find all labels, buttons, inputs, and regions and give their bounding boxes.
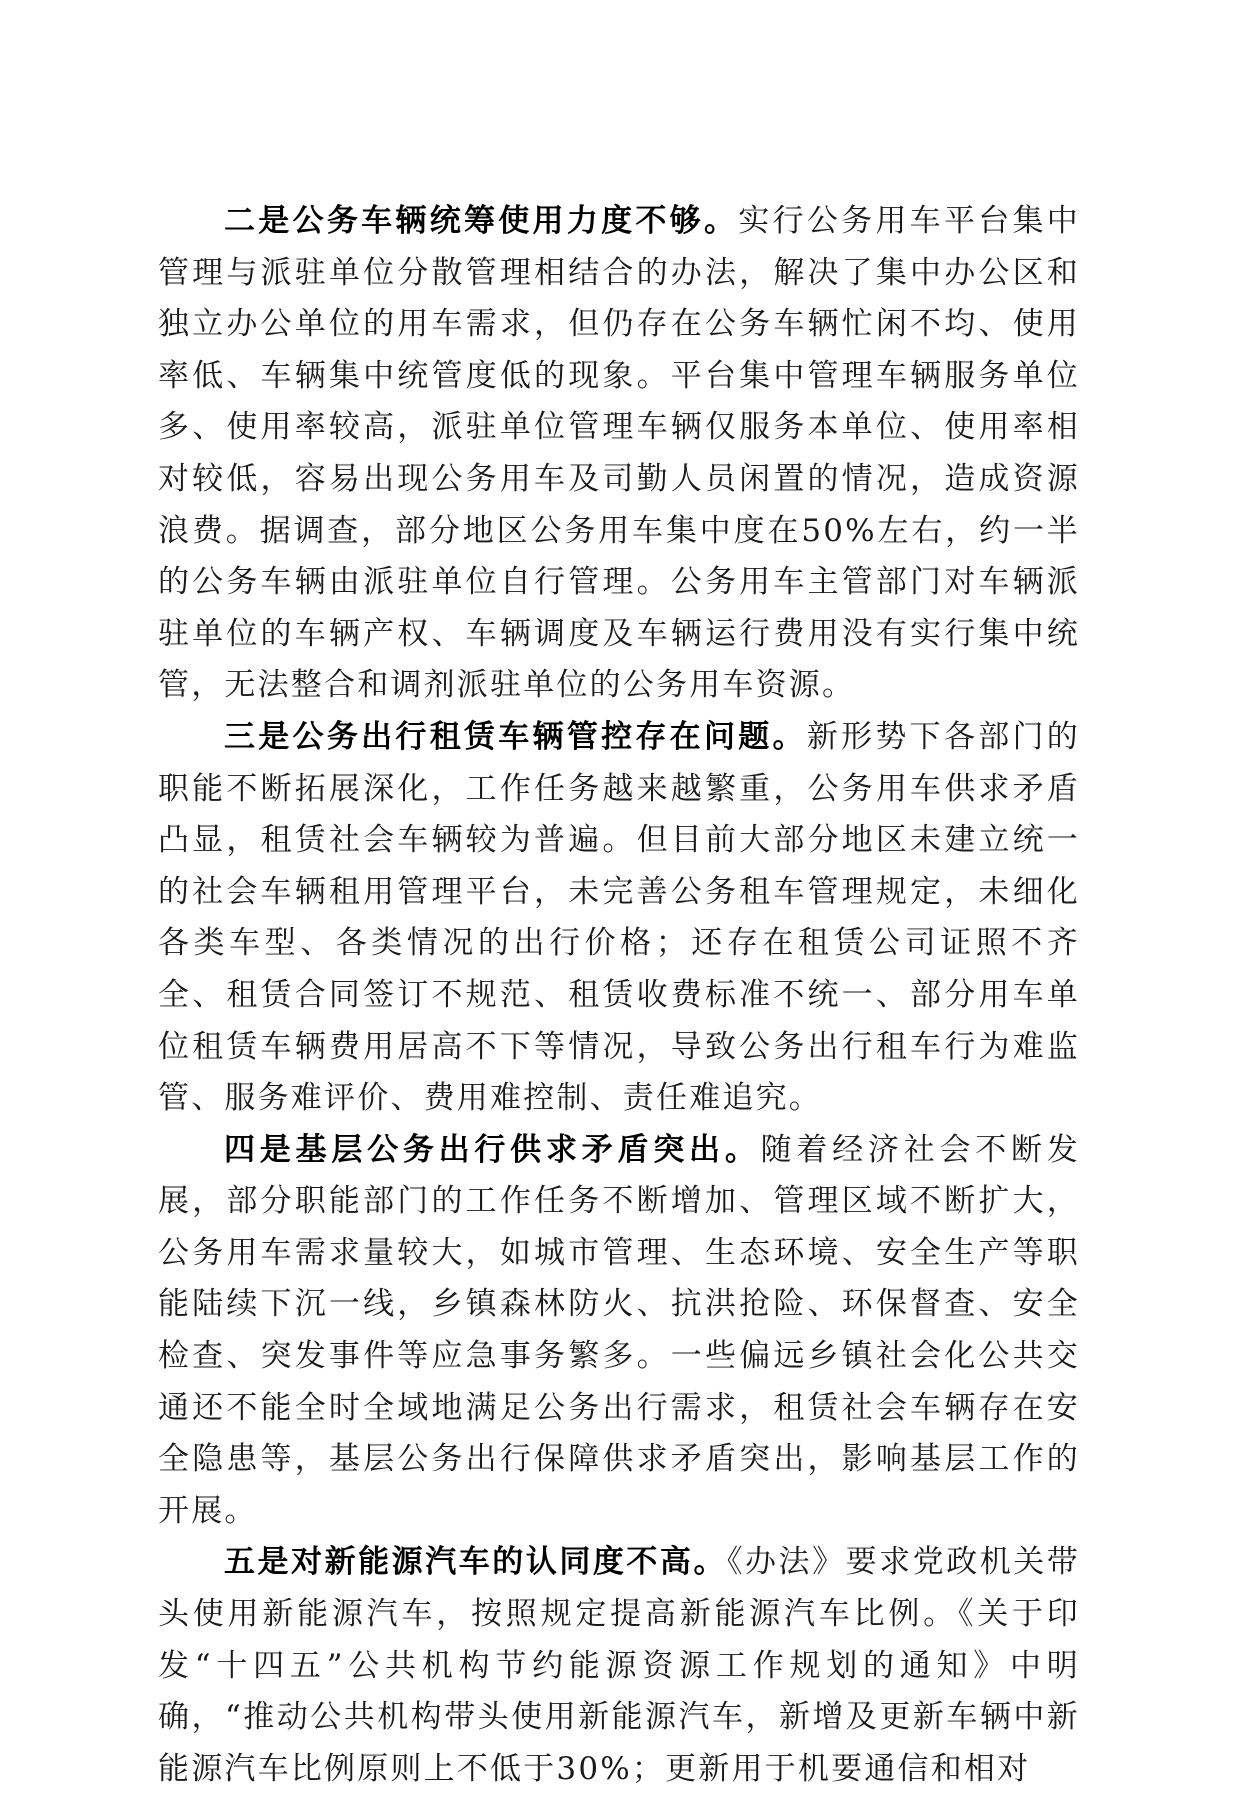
paragraph-lead: 二是公务车辆统筹使用力度不够。 — [224, 203, 739, 239]
document-body — [158, 196, 1080, 1795]
paragraph-lead: 五是对新能源汽车的认同度不高。 — [224, 1544, 727, 1581]
paragraph-new-energy — [158, 1537, 1080, 1795]
paragraph-text: 《办法》要求党政机关带头使用新能源汽车，按照规定提高新能源汽车比例。《关于印发“十四五”公共机构节约能源资源工作规划的通知》中明确，“推动公共机构带头使用新能源汽车，新增及更新车辆中新能源汽车比例原则上不低于30%；更新用于机要通信和相对 — [158, 1544, 1081, 1787]
paragraph-vehicle-coordination — [158, 196, 1080, 712]
paragraph-lead: 三是公务出行租赁车辆管控存在问题。 — [224, 718, 807, 755]
paragraph-rental-control — [158, 712, 1080, 1125]
paragraph-text: 新形势下各部门的职能不断拓展深化，工作任务越来越繁重，公务用车供求矛盾凸显，租赁社会车辆较为普遍。但目前大部分地区未建立统一的社会车辆租用管理平台，未完善公务租车管理规定，未细化各类车型、各类情况的出行价格；还存在租赁公司证照不齐全、租赁合同签订不规范、租赁收费标准不统一、部分用车单位租赁车辆费用居高不下等情况，导致公务出行租车行为难监管、服务难评价、费用难控制、责任难追究。 — [158, 718, 1080, 1117]
paragraph-text: 随着经济社会不断发展，部分职能部门的工作任务不断增加、管理区域不断扩大，公务用车需求量较大，如城市管理、生态环境、安全生产等职能陆续下沉一线，乡镇森林防火、抗洪抢险、环保督查、安全检查、突发事件等应急事务繁多。一些偏远乡镇社会化公共交通还不能全时全域地满足公务出行需求，租赁社会车辆存在安全隐患等，基层公务出行保障供求矛盾突出，影响基层工作的开展。 — [158, 1131, 1080, 1529]
paragraph-text: 实行公务用车平台集中管理与派驻单位分散管理相结合的办法，解决了集中办公区和独立办公单位的用车需求，但仍存在公务车辆忙闲不均、使用率低、车辆集中统管度低的现象。平台集中管理车辆服务单位多、使用率较高，派驻单位管理车辆仅服务本单位、使用率相对较低，容易出现公务用车及司勤人员闲置的情况，造成资源浪费。据调查，部分地区公务用车集中度在50%左右，约一半的公务车辆由派驻单位自行管理。公务用车主管部门对车辆派驻单位的车辆产权、车辆调度及车辆运行费用没有实行集中统管，无法整合和调剂派驻单位的公务用车资源。 — [158, 203, 1080, 704]
paragraph-lead: 四是基层公务出行供求矛盾突出。 — [224, 1131, 761, 1168]
paragraph-grassroots-demand — [158, 1125, 1080, 1538]
